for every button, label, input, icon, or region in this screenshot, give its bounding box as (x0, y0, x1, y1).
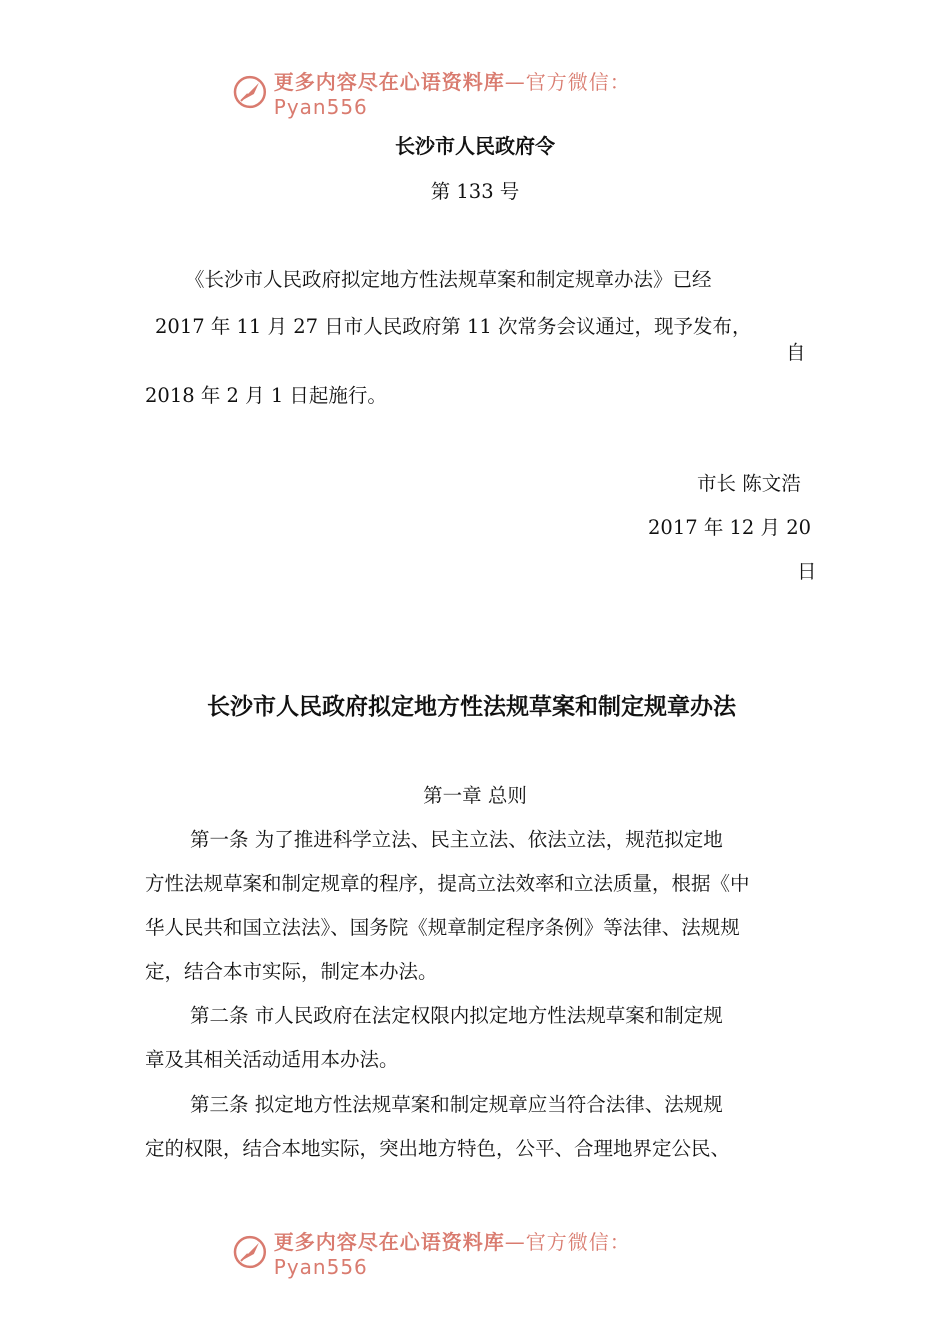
decree-number: 第 133 号 (430, 180, 520, 203)
article-line: 定的权限，结合本地实际，突出地方特色，公平、合理地界定公民、 (145, 1137, 731, 1160)
quill-pen-icon (232, 1234, 268, 1270)
watermark-text-a: 更多内容尽在心语资料库 (273, 1229, 505, 1254)
decree-body-line: 《长沙市人民政府拟定地方性法规草案和制定规章办法》已经 (185, 268, 712, 291)
decree-date: 日 (797, 560, 817, 583)
article-line: 第二条 市人民政府在法定权限内拟定地方性法规草案和制定规 (190, 1004, 723, 1027)
article-line: 第一条 为了推进科学立法、民主立法、依法立法，规范拟定地 (190, 828, 723, 851)
watermark-text-b: —官方微信：Pyan556 (273, 1229, 631, 1279)
article-line: 第三条 拟定地方性法规草案和制定规章应当符合法律、法规规 (190, 1093, 723, 1116)
decree-date: 2017 年 12 月 20 (648, 516, 812, 539)
chapter-heading: 第一章 总则 (423, 784, 527, 807)
article-line: 定，结合本市实际，制定本办法。 (145, 960, 438, 983)
watermark-bottom (232, 1229, 722, 1279)
decree-signer: 市长 陈文浩 (697, 472, 801, 495)
watermark-top (232, 69, 722, 119)
watermark-text-b: —官方微信：Pyan556 (273, 69, 631, 119)
decree-title: 长沙市人民政府令 (395, 134, 555, 158)
regulation-title: 长沙市人民政府拟定地方性法规草案和制定规章办法 (207, 694, 736, 720)
watermark-text-a: 更多内容尽在心语资料库 (273, 69, 505, 94)
article-line: 章及其相关活动适用本办法。 (145, 1048, 399, 1071)
article-line: 华人民共和国立法法》、国务院《规章制定程序条例》等法律、法规规 (145, 916, 740, 939)
article-line: 方性法规草案和制定规章的程序，提高立法效率和立法质量，根据《中 (145, 872, 750, 895)
decree-body-line: 2017 年 11 月 27 日市人民政府第 11 次常务会议通过，现予发布， (155, 315, 752, 338)
decree-body-line: 2018 年 2 月 1 日起施行。 (145, 384, 387, 407)
quill-pen-icon (232, 74, 268, 110)
decree-body-line: 自 (786, 341, 806, 364)
